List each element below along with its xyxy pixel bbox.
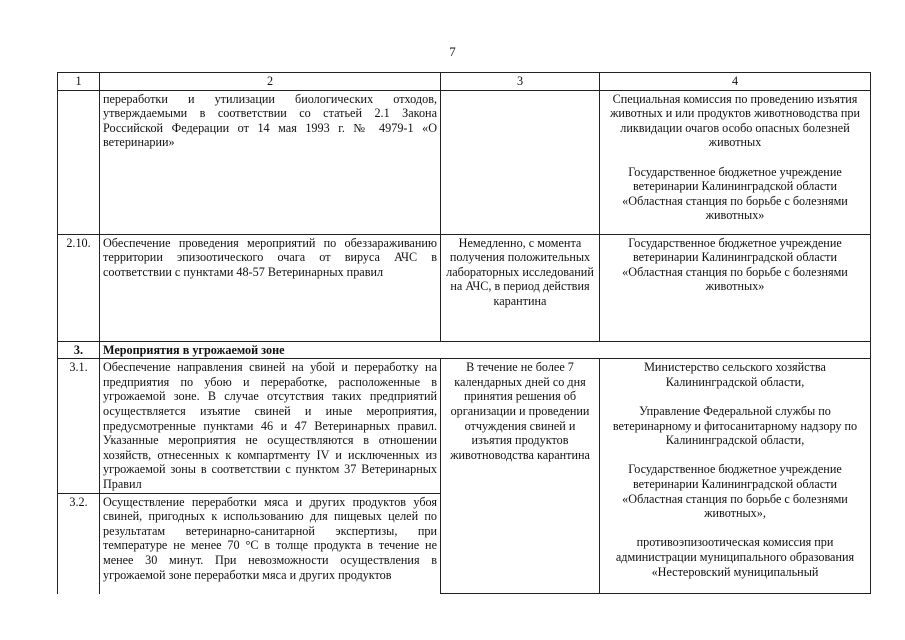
table-row-2-10 <box>58 234 871 341</box>
table-row-continuation <box>58 90 871 234</box>
executors-cell <box>600 359 871 594</box>
executor-text: Управление Федеральной службы по ветеринарному и фитосанитарному надзору по Калининградской области, <box>612 403 858 448</box>
row-number <box>58 90 100 234</box>
measure-text: переработки и утилизации биологических отходов, утверждаемыми в соответствии со статьей 2.1 Закона Российской Федерации от 14 мая 1993 г. № 4979-1 «О ветеринарии» <box>100 90 441 234</box>
row-number: 2.10. <box>58 234 100 341</box>
section-number: 3. <box>58 341 100 359</box>
term-text: Немедленно, с момента получения положительных лабораторных исследований на АЧС, в период действия карантина <box>441 234 600 341</box>
header-col-4: 4 <box>600 73 871 91</box>
executors-cell <box>600 90 871 234</box>
executors-cell <box>600 234 871 341</box>
header-col-3: 3 <box>441 73 600 91</box>
section-row-3 <box>58 341 871 359</box>
executor-text: противоэпизоотическая комиссия при администрации муниципального образования «Нестеровский муниципальный <box>615 535 855 579</box>
header-col-1: 1 <box>58 73 100 91</box>
measure-text: Осуществление переработки мяса и других продуктов убоя свиней, пригодных к использованию для пищевых целей по результатам ветеринарно-санитарной экспертизы, при температуре не менее 70 °С в толще продукта в течение не менее 30 минут. При невозможности осуществления в угрожаемой зоне переработки мяса и других продуктов <box>100 493 441 594</box>
measure-text: Обеспечение направления свиней на убой и переработку на предприятия по убою и переработке, расположенные в угрожаемой зоне. В случае отсутствия таких предприятий осуществляется изъятие свиней и иные мероприятия, предусмотренные пунктами 46 и 47 Ветеринарных правил. Указанные мероприятия не осуществляются в отношении хозяйств, отнесенных к компартменту IV и исключенных из угрожаемой зоны в соответствии с пунктом 37 Ветеринарных Правил <box>100 359 441 493</box>
executor-text: Министерство сельского хозяйства Калининградской области, <box>644 360 826 389</box>
executor-text: Государственное бюджетное учреждение ветеринарии Калининградской области «Областная станция по борьбе с болезнями животных» <box>622 164 848 223</box>
term-text <box>441 90 600 234</box>
measure-text: Обеспечение проведения мероприятий по обеззараживанию территории эпизоотического очага от вируса АЧС в соответствии с пунктами 48-57 Ветеринарных правил <box>100 234 441 341</box>
table-header-row <box>58 73 871 91</box>
measures-table <box>57 72 871 594</box>
page-number: 7 <box>449 44 456 59</box>
row-number: 3.2. <box>58 493 100 594</box>
section-title: Мероприятия в угрожаемой зоне <box>100 341 871 359</box>
term-text: В течение не более 7 календарных дней со дня принятия решения об организации и проведении отчуждения свиней и изъятия продуктов животноводства карантина <box>441 359 600 594</box>
executor-text: Государственное бюджетное учреждение ветеринарии Калининградской области «Областная станция по борьбе с болезнями животных» <box>622 235 848 294</box>
row-number: 3.1. <box>58 359 100 493</box>
executor-text: Государственное бюджетное учреждение ветеринарии Калининградской области «Областная станция по борьбе с болезнями животных», <box>622 462 848 521</box>
table-row-3-1 <box>58 359 871 493</box>
header-col-2: 2 <box>100 73 441 91</box>
executor-text: Специальная комиссия по проведению изъятия животных и или продуктов животноводства при ликвидации очагов особо опасных болезней животных <box>610 91 860 150</box>
